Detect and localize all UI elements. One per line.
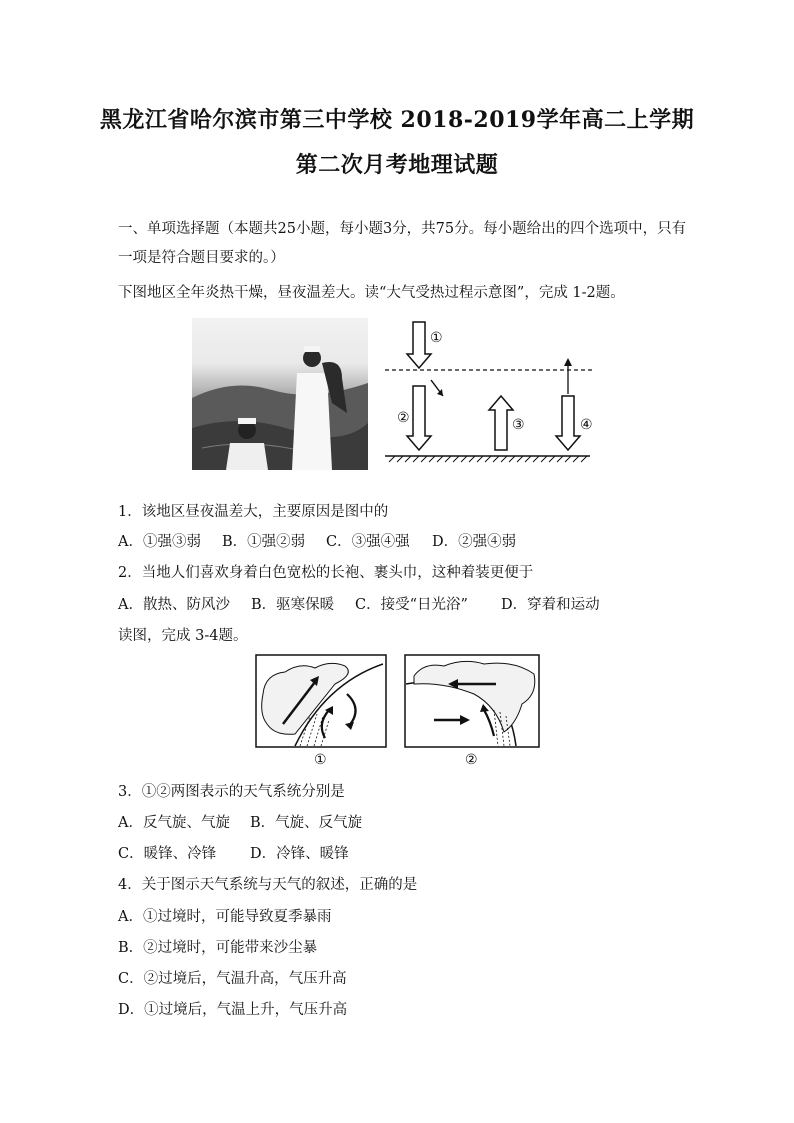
desert-photo-illustration	[192, 318, 368, 470]
question-3-stem: 3．①②两图表示的天气系统分别是	[118, 784, 345, 800]
scatter-arrow	[431, 380, 443, 396]
arrow-2	[407, 386, 431, 450]
q1-option-a: A．①强③弱	[118, 534, 201, 550]
section-heading-line1: 一、单项选择题（本题共25小题，每小题3分，共75分。每小题给出的四个选项中，只有	[118, 221, 687, 237]
diagram-2-caption: ②	[465, 752, 478, 768]
q3-option-a: A．反气旋、气旋	[118, 815, 230, 831]
desert-photo	[192, 318, 368, 470]
q4-option-d: D．①过境后，气温上升，气压升高	[118, 1002, 348, 1018]
arrow-1	[407, 322, 431, 368]
question-3-options-2	[118, 842, 349, 863]
q2-option-d: D．穿着和运动	[501, 597, 600, 613]
intro-q3-4: 读图，完成 3-4题。	[118, 628, 248, 644]
weather-diagram-2	[404, 654, 540, 748]
intro-q1-2: 下图地区全年炎热干燥，昼夜温差大。读“大气受热过程示意图”，完成 1-2题。	[118, 285, 625, 301]
escape-arrow	[564, 358, 572, 394]
q4-option-b: B．②过境时，可能带来沙尘暴	[118, 940, 318, 956]
section-heading-line2: 一项是符合题目要求的。）	[118, 250, 285, 266]
q3-option-b: B．气旋、反气旋	[250, 815, 363, 831]
q2-option-b: B．驱寒保暖	[251, 597, 335, 613]
q1-option-c: C．③强④强	[326, 534, 410, 550]
q2-option-c: C．接受“日光浴”	[355, 597, 468, 613]
label-2: ②	[397, 410, 410, 426]
q4-option-c: C．②过境后，气温升高，气压升高	[118, 971, 347, 987]
question-4-stem: 4．关于图示天气系统与天气的叙述，正确的是	[118, 877, 418, 893]
label-4: ④	[580, 417, 593, 433]
q2-option-a: A．散热、防风沙	[118, 597, 230, 613]
question-1-stem: 1．该地区昼夜温差大，主要原因是图中的	[118, 504, 389, 520]
q1-option-b: B．①强②弱	[222, 534, 306, 550]
ground-hatch	[389, 456, 587, 462]
label-1: ①	[430, 330, 443, 346]
arrow-3	[489, 396, 513, 450]
question-2-options	[118, 593, 600, 614]
q3-option-d: D．冷锋、暖锋	[250, 846, 349, 862]
atmospheric-heating-diagram	[385, 318, 600, 468]
question-2-stem: 2．当地人们喜欢身着白色宽松的长袍、裹头巾，这种着装更便于	[118, 565, 534, 581]
paper-title-line1: 黑龙江省哈尔滨市第三中学校 2018-2019学年高二上学期	[99, 107, 695, 133]
diagram-1-caption: ①	[314, 752, 327, 768]
q3-option-c: C．暖锋、冷锋	[118, 846, 217, 862]
arrow-4	[556, 396, 580, 450]
question-1-options	[118, 530, 516, 551]
paper-title-line2: 第二次月考地理试题	[295, 152, 499, 178]
q4-option-a: A．①过境时，可能导致夏季暴雨	[118, 909, 332, 925]
weather-diagram-1	[255, 654, 387, 748]
label-3: ③	[512, 417, 525, 433]
question-3-options-1	[118, 811, 362, 832]
q1-option-d: D．②强④弱	[432, 534, 517, 550]
